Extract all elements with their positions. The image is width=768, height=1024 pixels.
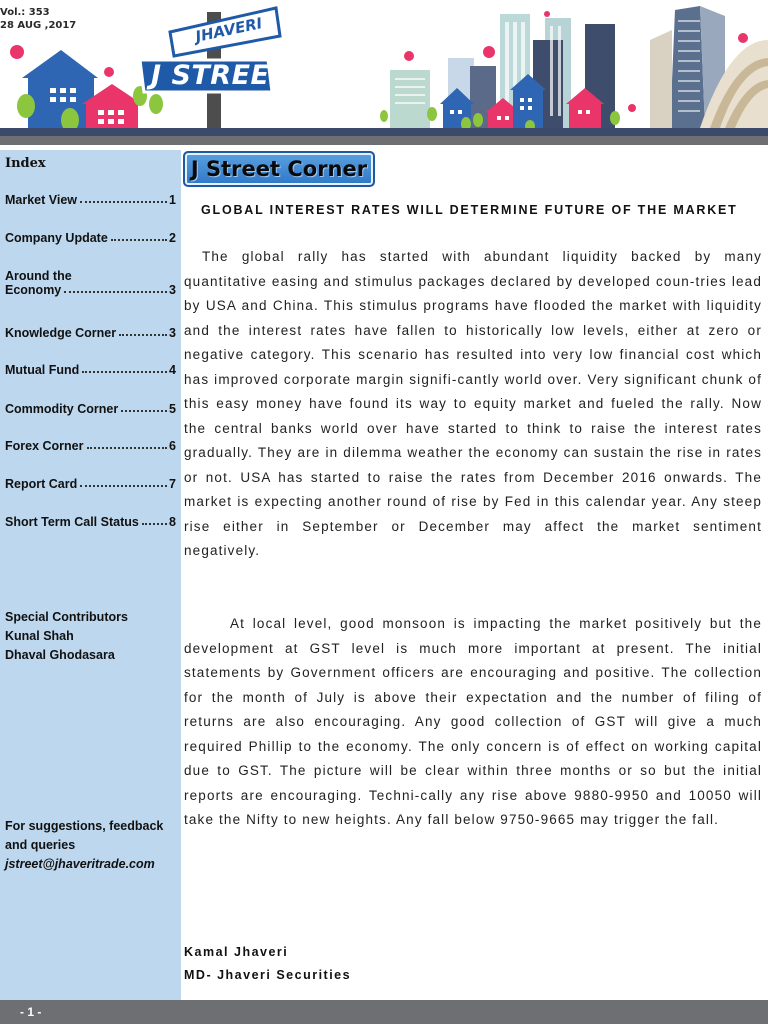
leader-dots — [80, 200, 167, 203]
brand-sign-top: JHAVERI — [193, 14, 264, 46]
index-heading: Index — [5, 156, 46, 171]
index-item-page: 6 — [169, 439, 176, 453]
issue-date: 28 AUG ,2017 — [0, 20, 77, 31]
index-item-label: Company Update — [5, 231, 108, 245]
cityscape-illustration — [0, 0, 768, 146]
volume-label: Vol.: 353 — [0, 7, 50, 18]
feedback-block — [5, 817, 163, 874]
index-item-label-line2: Economy — [5, 283, 62, 297]
feedback-email-link[interactable]: jstreet@jhaveritrade.com — [5, 857, 155, 871]
contributor-name: Dhaval Ghodasara — [5, 648, 115, 662]
leader-dots — [64, 290, 167, 293]
index-item-mutual-fund[interactable] — [5, 363, 176, 377]
header-road-stripe — [0, 128, 768, 136]
index-item-label: Forex Corner — [5, 439, 84, 453]
index-item-label-line1: Around the — [5, 269, 72, 283]
article-headline: GLOBAL INTEREST RATES WILL DETERMINE FUTURE OF THE MARKET — [201, 203, 738, 217]
index-item-page: 1 — [169, 193, 176, 207]
page-number: - 1 - — [20, 1005, 42, 1019]
index-item-label: Commodity Corner — [5, 402, 119, 416]
index-item-report-card[interactable] — [5, 477, 176, 491]
leader-dots — [119, 333, 167, 336]
leader-dots — [111, 238, 167, 241]
leader-dots — [142, 522, 167, 525]
contributors-title: Special Contributors — [5, 610, 128, 624]
index-item-page: 4 — [169, 363, 176, 377]
index-item-commodity-corner[interactable] — [5, 402, 176, 416]
leader-dots — [82, 370, 167, 373]
index-item-label: Knowledge Corner — [5, 326, 117, 340]
index-item-page: 5 — [169, 402, 176, 416]
leader-dots — [121, 409, 167, 412]
index-item-label: Market View — [5, 193, 78, 207]
index-item-page: 7 — [169, 477, 176, 491]
index-item-around-the-economy[interactable] — [5, 269, 176, 297]
index-item-label: Report Card — [5, 477, 78, 491]
index-item-label: Short Term Call Status — [5, 515, 139, 529]
signature-title: MD- Jhaveri Securities — [184, 968, 352, 982]
index-item-label: Mutual Fund — [5, 363, 80, 377]
article-paragraph-1: The global rally has started with abundant liquidity backed by many quantitative easing and stimulus packages declared by developed coun-tries lead by USA and China. This stimulus programs have flooded the market with liquidity and the interest rates have fallen to historically low levels, either at zero or negative category. This scenario has resulted into very low financial cost which has improved corporate margin signifi-cantly world over. Very significant chunk of this easy money have found its way to equity market and fueled the rally. Now the central banks world over have started to think to raise the interest rates gradually. They are in dilemma weather the economy can sustain the rise in rates or not. USA has started to raise the rates from December 2016 onwards. The market is expecting another round of rise by Fed in this calendar year. Any steep rise either in September or December may affect the market sentiment negatively. — [184, 249, 762, 558]
contributors-block — [5, 608, 128, 665]
index-item-page: 3 — [169, 326, 176, 340]
page-footer — [0, 1000, 768, 1024]
leader-dots — [87, 446, 168, 449]
index-sidebar — [0, 150, 181, 1000]
index-item-market-view[interactable] — [5, 193, 176, 207]
feedback-text: and queries — [5, 838, 76, 852]
contributor-name: Kunal Shah — [5, 629, 74, 643]
brand-sign-main: J STREET — [151, 60, 289, 91]
index-item-page: 3 — [169, 283, 176, 297]
section-badge-label: J Street Corner — [190, 157, 368, 181]
feedback-text: For suggestions, feedback — [5, 819, 164, 833]
article-paragraph-2: At local level, good monsoon is impacting the market positively but the development at GST level is much more important at present. The initial statements by Government officers are encouraging and positive. The collection for the month of July is above their expectation and the number of filing of returns are also encouraging. Any good collection of GST will give a much required Phillip to the economy. The only concern is of effect on working capital due to GST. The picture will be clear within three months or so but the initial reports are encouraging. Techni-cally any rise above 9880-9950 and 10050 will take the Nifty to new heights. Any fall below 9750-9665 may trigger the fall. — [184, 616, 762, 827]
index-item-page: 2 — [169, 231, 176, 245]
header-banner — [0, 0, 768, 146]
index-item-short-term-call-status[interactable] — [5, 515, 176, 529]
leader-dots — [80, 484, 167, 487]
index-item-page: 8 — [169, 515, 176, 529]
signature-name: Kamal Jhaveri — [184, 945, 289, 959]
index-item-knowledge-corner[interactable] — [5, 326, 176, 340]
index-item-company-update[interactable] — [5, 231, 176, 245]
section-badge — [183, 151, 375, 187]
index-item-forex-corner[interactable] — [5, 439, 176, 453]
header-grey-stripe — [0, 136, 768, 145]
